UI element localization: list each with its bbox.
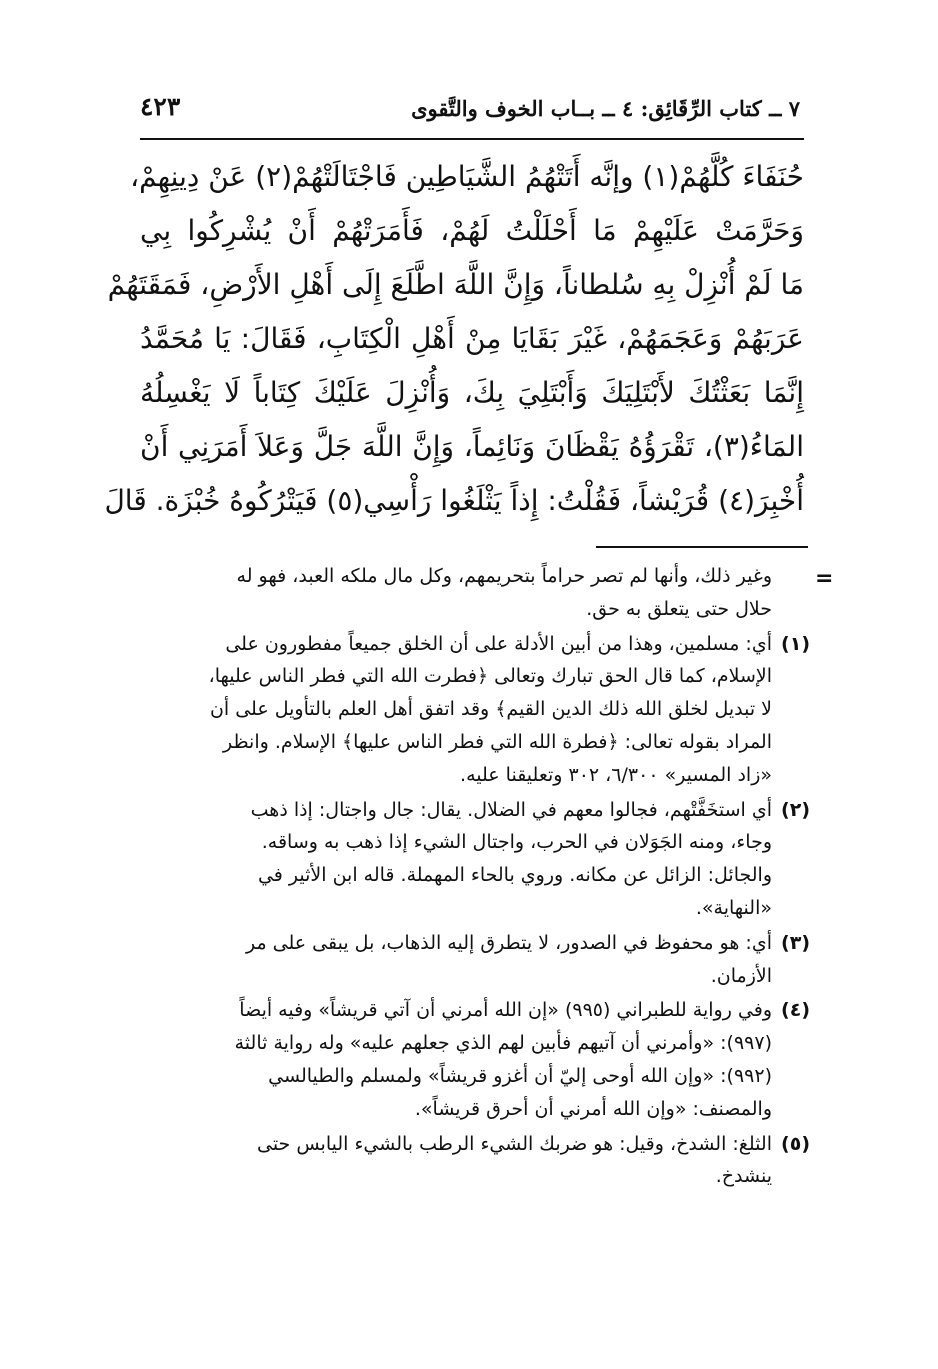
footnote-line: أي: هو محفوظ في الصدور، لا يتطرق إليه الذهاب، بل يبقى على مر xyxy=(245,931,772,954)
footnote-number: (٥) xyxy=(781,1132,810,1155)
footnote-text xyxy=(160,994,772,1125)
footnote-line: ينشدخ. xyxy=(715,1165,772,1188)
footnote-line: والمصنف: «وإن الله أمرني أن أحرق قريشاً». xyxy=(414,1097,772,1120)
footnote-line: الإسلام، كما قال الحق تبارك وتعالى ﴿فطرت الله التي فطر الناس عليها، xyxy=(208,665,772,688)
footnote-divider xyxy=(596,546,808,548)
footnote-line: المراد بقوله تعالى: ﴿فطرة الله التي فطر الناس عليها﴾ الإسلام. وانظر xyxy=(222,730,772,753)
main-text-line: إِنَّمَا بَعَثْتُكَ لأَبْتَلِيَكَ وَأَبْتَلِيَ بِكَ، وَأُنْزِلَ عَلَيْكَ كِتَاباً لَا يَغْسِلُهُ xyxy=(140,376,804,409)
main-text-line: مَا لَمْ أُنْزِلْ بِهِ سُلطاناً، وَإِنَّ اللَّهَ اطَّلَعَ إِلَى أَهْلِ الأَرْضِ، فَمَقَتَهُمْ xyxy=(107,268,804,301)
footnote-4 xyxy=(160,994,810,1125)
footnote-text xyxy=(160,1128,772,1194)
footnote-line: أي استخَفَّتْهم، فجالوا معهم في الضلال. يقال: جال واجتال: إذا ذهب xyxy=(250,798,772,821)
running-title: ٧ ــ كتاب الرِّقَائِق: ٤ ــ بــاب الخوف والتَّقوى xyxy=(411,96,800,121)
footnote-number: (١) xyxy=(781,632,810,655)
main-text-line: المَاءُ(٣)، تَقْرَؤُهُ يَقْظَانَ وَنَائِماً، وَإِنَّ اللَّهَ جَلَّ وَعَلاَ أَمَرَنِي أَنْ xyxy=(140,430,804,463)
footnote-line: لا تبديل لخلق الله ذلك الدين القيم﴾ وقد اتفق أهل العلم بالتأويل على أن xyxy=(209,698,772,721)
continuation-mark: = xyxy=(815,566,834,591)
footnote-continuation xyxy=(160,560,810,626)
footnote-line: وفي رواية للطبراني (٩٩٥) «إن الله أمرني أن آتي قريشاً» وفيه أيضاً xyxy=(239,999,772,1022)
main-text xyxy=(104,150,804,550)
footnote-line: والجائل: الزائل عن مكانه. وروي بالحاء المهملة. قاله ابن الأثير في xyxy=(257,864,772,887)
footnote-line: الأزمان. xyxy=(710,964,772,987)
footnote-number: (٢) xyxy=(781,798,810,821)
footnote-3 xyxy=(160,927,810,993)
footnote-text xyxy=(160,628,772,792)
footnote-line: «النهاية». xyxy=(695,896,772,919)
footnote-line: الثلغ: الشدخ، وقيل: هو ضربك الشيء الرطب بالشيء اليابس حتى xyxy=(256,1132,772,1155)
footnote-text xyxy=(160,927,772,993)
footnote-number: (٣) xyxy=(781,931,810,954)
footnote-line: (٩٩٧): «وأمرني أن آتيهم فأبين لهم الذي جعلهم عليه» وله رواية ثالثة xyxy=(234,1032,772,1055)
main-text-line: وَحَرَّمَتْ عَلَيْهِمْ مَا أَحْلَلْتُ لَهُمْ، فَأَمَرَتْهُمْ أَنْ يُشْرِكُوا بِي xyxy=(140,214,804,247)
footnote-line: أي: مسلمين، وهذا من أبين الأدلة على أن الخلق جميعاً مفطورون على xyxy=(225,632,772,655)
footnote-line: (٩٩٢): «وإن الله أوحى إليّ أن أغزو قريشاً» ولمسلم والطيالسي xyxy=(268,1064,772,1087)
header-divider xyxy=(140,138,804,140)
footnote-1 xyxy=(160,628,810,792)
page-header xyxy=(140,88,800,132)
page-number: ٤٢٣ xyxy=(140,92,181,121)
footnote-line: وغير ذلك، وأنها لم تصر حراماً بتحريمهم، وكل مال ملكه العبد، فهو له xyxy=(236,565,772,587)
footnotes-section xyxy=(160,560,810,1300)
footnote-number: (٤) xyxy=(781,999,810,1022)
footnote-2 xyxy=(160,794,810,925)
main-text-line: أُخْبِرَ(٤) قُرَيْشاً، فَقُلْتُ: إِذاً يَثْلَغُوا رَأْسِي(٥) فَيَتْرُكُوهُ خُبْزَة. قَالَ xyxy=(104,484,804,517)
footnote-line: حلال حتى يتعلق به حق. xyxy=(586,597,772,620)
footnote-text xyxy=(160,794,772,925)
main-text-line: حُنَفَاءَ كُلَّهُمْ(١) وإنَّه أَتَتْهُمُ الشَّيَاطِين فَاجْتَالَتْهُمْ(٢) عَنْ دِينِهِمْ، xyxy=(130,160,804,193)
footnote-line: وجاء، ومنه الجَوَلان في الحرب، واجتال الشيء إذا ذهب به وساقه. xyxy=(261,831,772,854)
footnote-5 xyxy=(160,1128,810,1194)
main-text-line: عَرَبَهُمْ وَعَجَمَهُمْ، غَيْرَ بَقَايَا مِنْ أَهْلِ الْكِتَابِ، فَقَالَ: يَا مُحَمَّدُ xyxy=(140,322,804,355)
footnote-line: «زاد المسير» ٦/٣٠٠، ٣٠٢ وتعليقنا عليه. xyxy=(460,763,772,786)
